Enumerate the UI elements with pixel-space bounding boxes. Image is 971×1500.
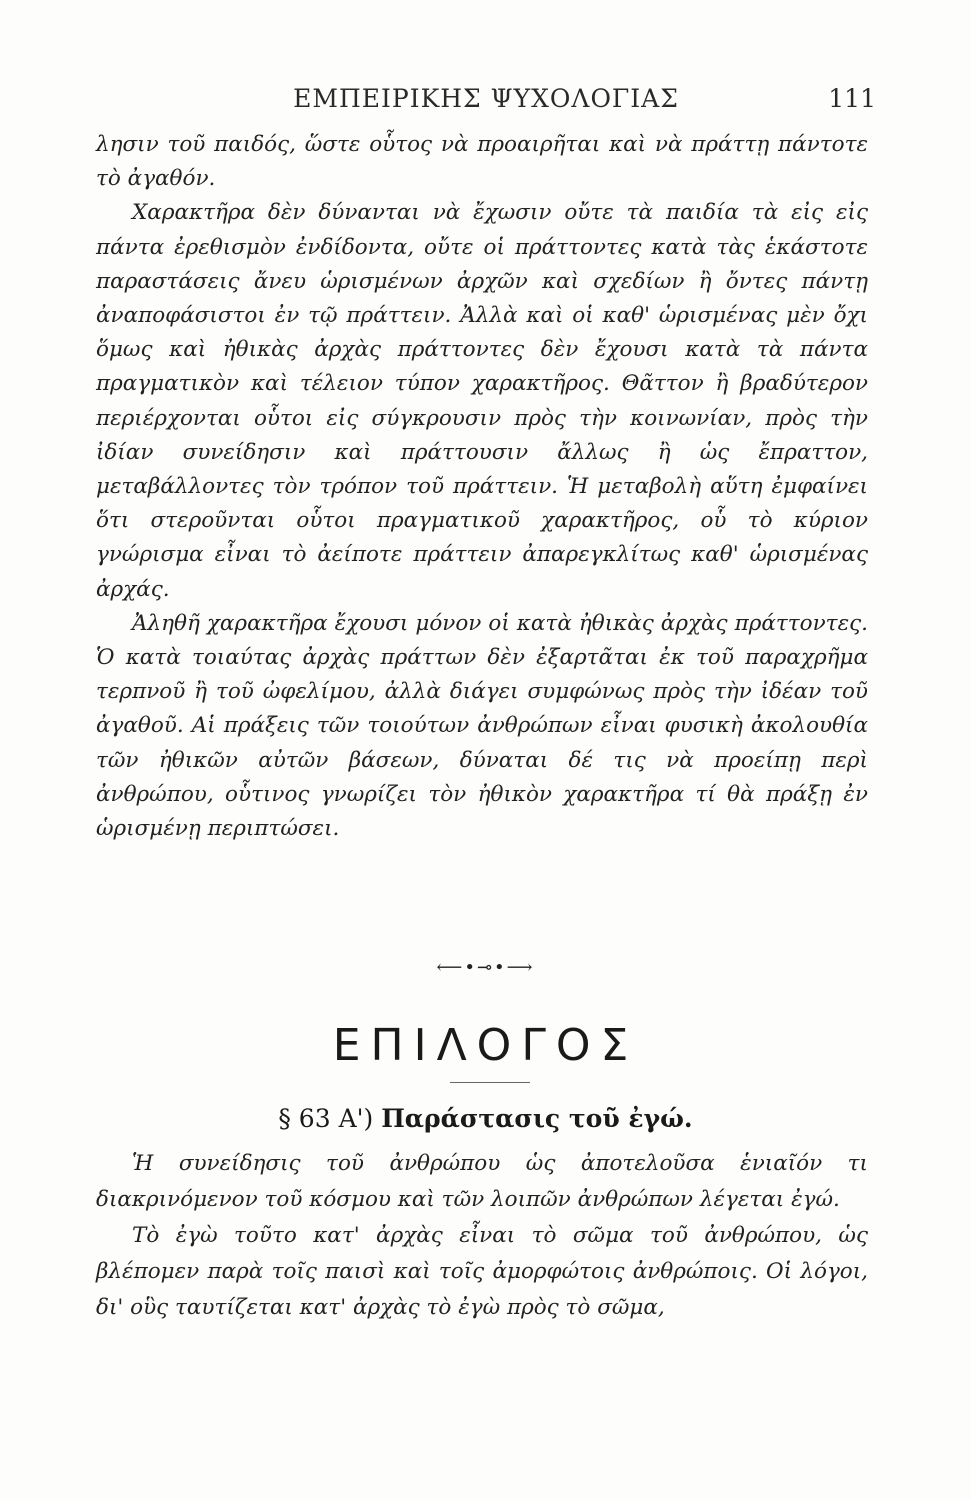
- section-body-text: [96, 1146, 868, 1326]
- section-paragraph-2: Τὸ ἐγὼ τοῦτο κατ' ἀρχὰς εἶναι τὸ σῶμα τοῦ ἀνθρώπου, ὡς βλέπομεν παρὰ τοῖς παισὶ καὶ τοῖς ἀμορφώτοις ἀνθρώποις. Οἱ λόγοι, δι' οὓς ταυτίζεται κατ' ἀρχὰς τὸ ἐγὼ πρὸς τὸ σῶμα,: [96, 1223, 868, 1320]
- paragraph-true-character: Ἀληθῆ χαρακτῆρα ἔχουσι μόνον οἱ κατὰ ἠθικὰς ἀρχὰς πράττοντες. Ὁ κατὰ τοιαύτας ἀρχὰς πράττων δὲν ἐξαρτᾶται ἐκ τοῦ παραχρῆμα τερπνοῦ ἢ τοῦ ὠφελίμου, ἀλλὰ διάγει συμφώνως πρὸς τὴν ἰδέαν τοῦ ἀγαθοῦ. Αἱ πράξεις τῶν τοιούτων ἀνθρώπων εἶναι φυσικὴ ἀκολουθία τῶν ἠθικῶν αὐτῶν βάσεων, δύναται δέ τις νὰ προείπῃ περὶ ἀνθρώπου, οὗτινος γνωρίζει τὸν ἠθικὸν χαρακτῆρα τί θὰ πράξῃ ἐν ὡρισμένῃ περιπτώσει.: [96, 610, 868, 842]
- running-title: ΕΜΠΕΙΡΙΚΗΣ ΨΥΧΟΛΟΓΙΑΣ: [293, 84, 679, 113]
- title-rule: [450, 1082, 530, 1083]
- paragraph-continuation: λησιν τοῦ παιδός, ὥστε οὗτος νὰ προαιρῆται καὶ νὰ πράττῃ πάντοτε τὸ ἀγαθόν.: [96, 132, 868, 192]
- ornament-divider: ⟵•⊸•⟶: [436, 957, 535, 978]
- body-text: [96, 128, 868, 846]
- epilogue-title: ΕΠΙΛΟΓΟΣ: [332, 1020, 639, 1071]
- section-paragraph-1: Ἡ συνείδησις τοῦ ἀνθρώπου ὡς ἀποτελοῦσα ἑνιαῖόν τι διακρινόμενον τοῦ κόσμου καὶ τῶν λοιπῶν ἀνθρώπων λέγεται ἐγώ.: [96, 1151, 868, 1212]
- section-heading: [0, 1104, 971, 1133]
- section-number: § 63 Α'): [278, 1104, 374, 1133]
- section-title: Παράστασις τοῦ ἐγώ.: [381, 1104, 693, 1133]
- paragraph-character: Χαρακτῆρα δὲν δύνανται νὰ ἔχωσιν οὔτε τὰ παιδία τὰ εἰς εἰς πάντα ἐρεθισμὸν ἐνδίδοντα, οὔτε οἱ πράττοντες κατὰ τὰς ἑκάστοτε παραστάσεις ἄνευ ὡρισμένων ἀρχῶν καὶ σχεδίων ἢ ὄντες πάντῃ ἀναποφάσιστοι ἐν τῷ πράττειν. Ἀλλὰ καὶ οἱ καθ' ὡρισμένας μὲν ὄχι ὅμως καὶ ἠθικὰς ἀρχὰς πράττοντες δὲν ἔχουσι κατὰ τὰ πάντα πραγματικὸν καὶ τέλειον τύπον χαρακτῆρος. Θᾶττον ἢ βραδύτερον περιέρχονται οὗτοι εἰς σύγκρουσιν πρὸς τὴν κοινωνίαν, πρὸς τὴν ἰδίαν συνείδησιν καὶ πράττουσιν ἄλλως ἢ ὡς ἔπραττον, μεταβάλλοντες τὸν τρόπον τοῦ πράττειν. Ἡ μεταβολὴ αὕτη ἐμφαίνει ὅτι στεροῦνται οὗτοι πραγματικοῦ χαρακτῆρος, οὗ τὸ κύριον γνώρισμα εἶναι τὸ ἀείποτε πράττειν ἀπαρεγκλίτως καθ' ὡρισμένας ἀρχάς.: [96, 200, 868, 602]
- running-head: [96, 84, 876, 120]
- page-number: 111: [828, 84, 876, 113]
